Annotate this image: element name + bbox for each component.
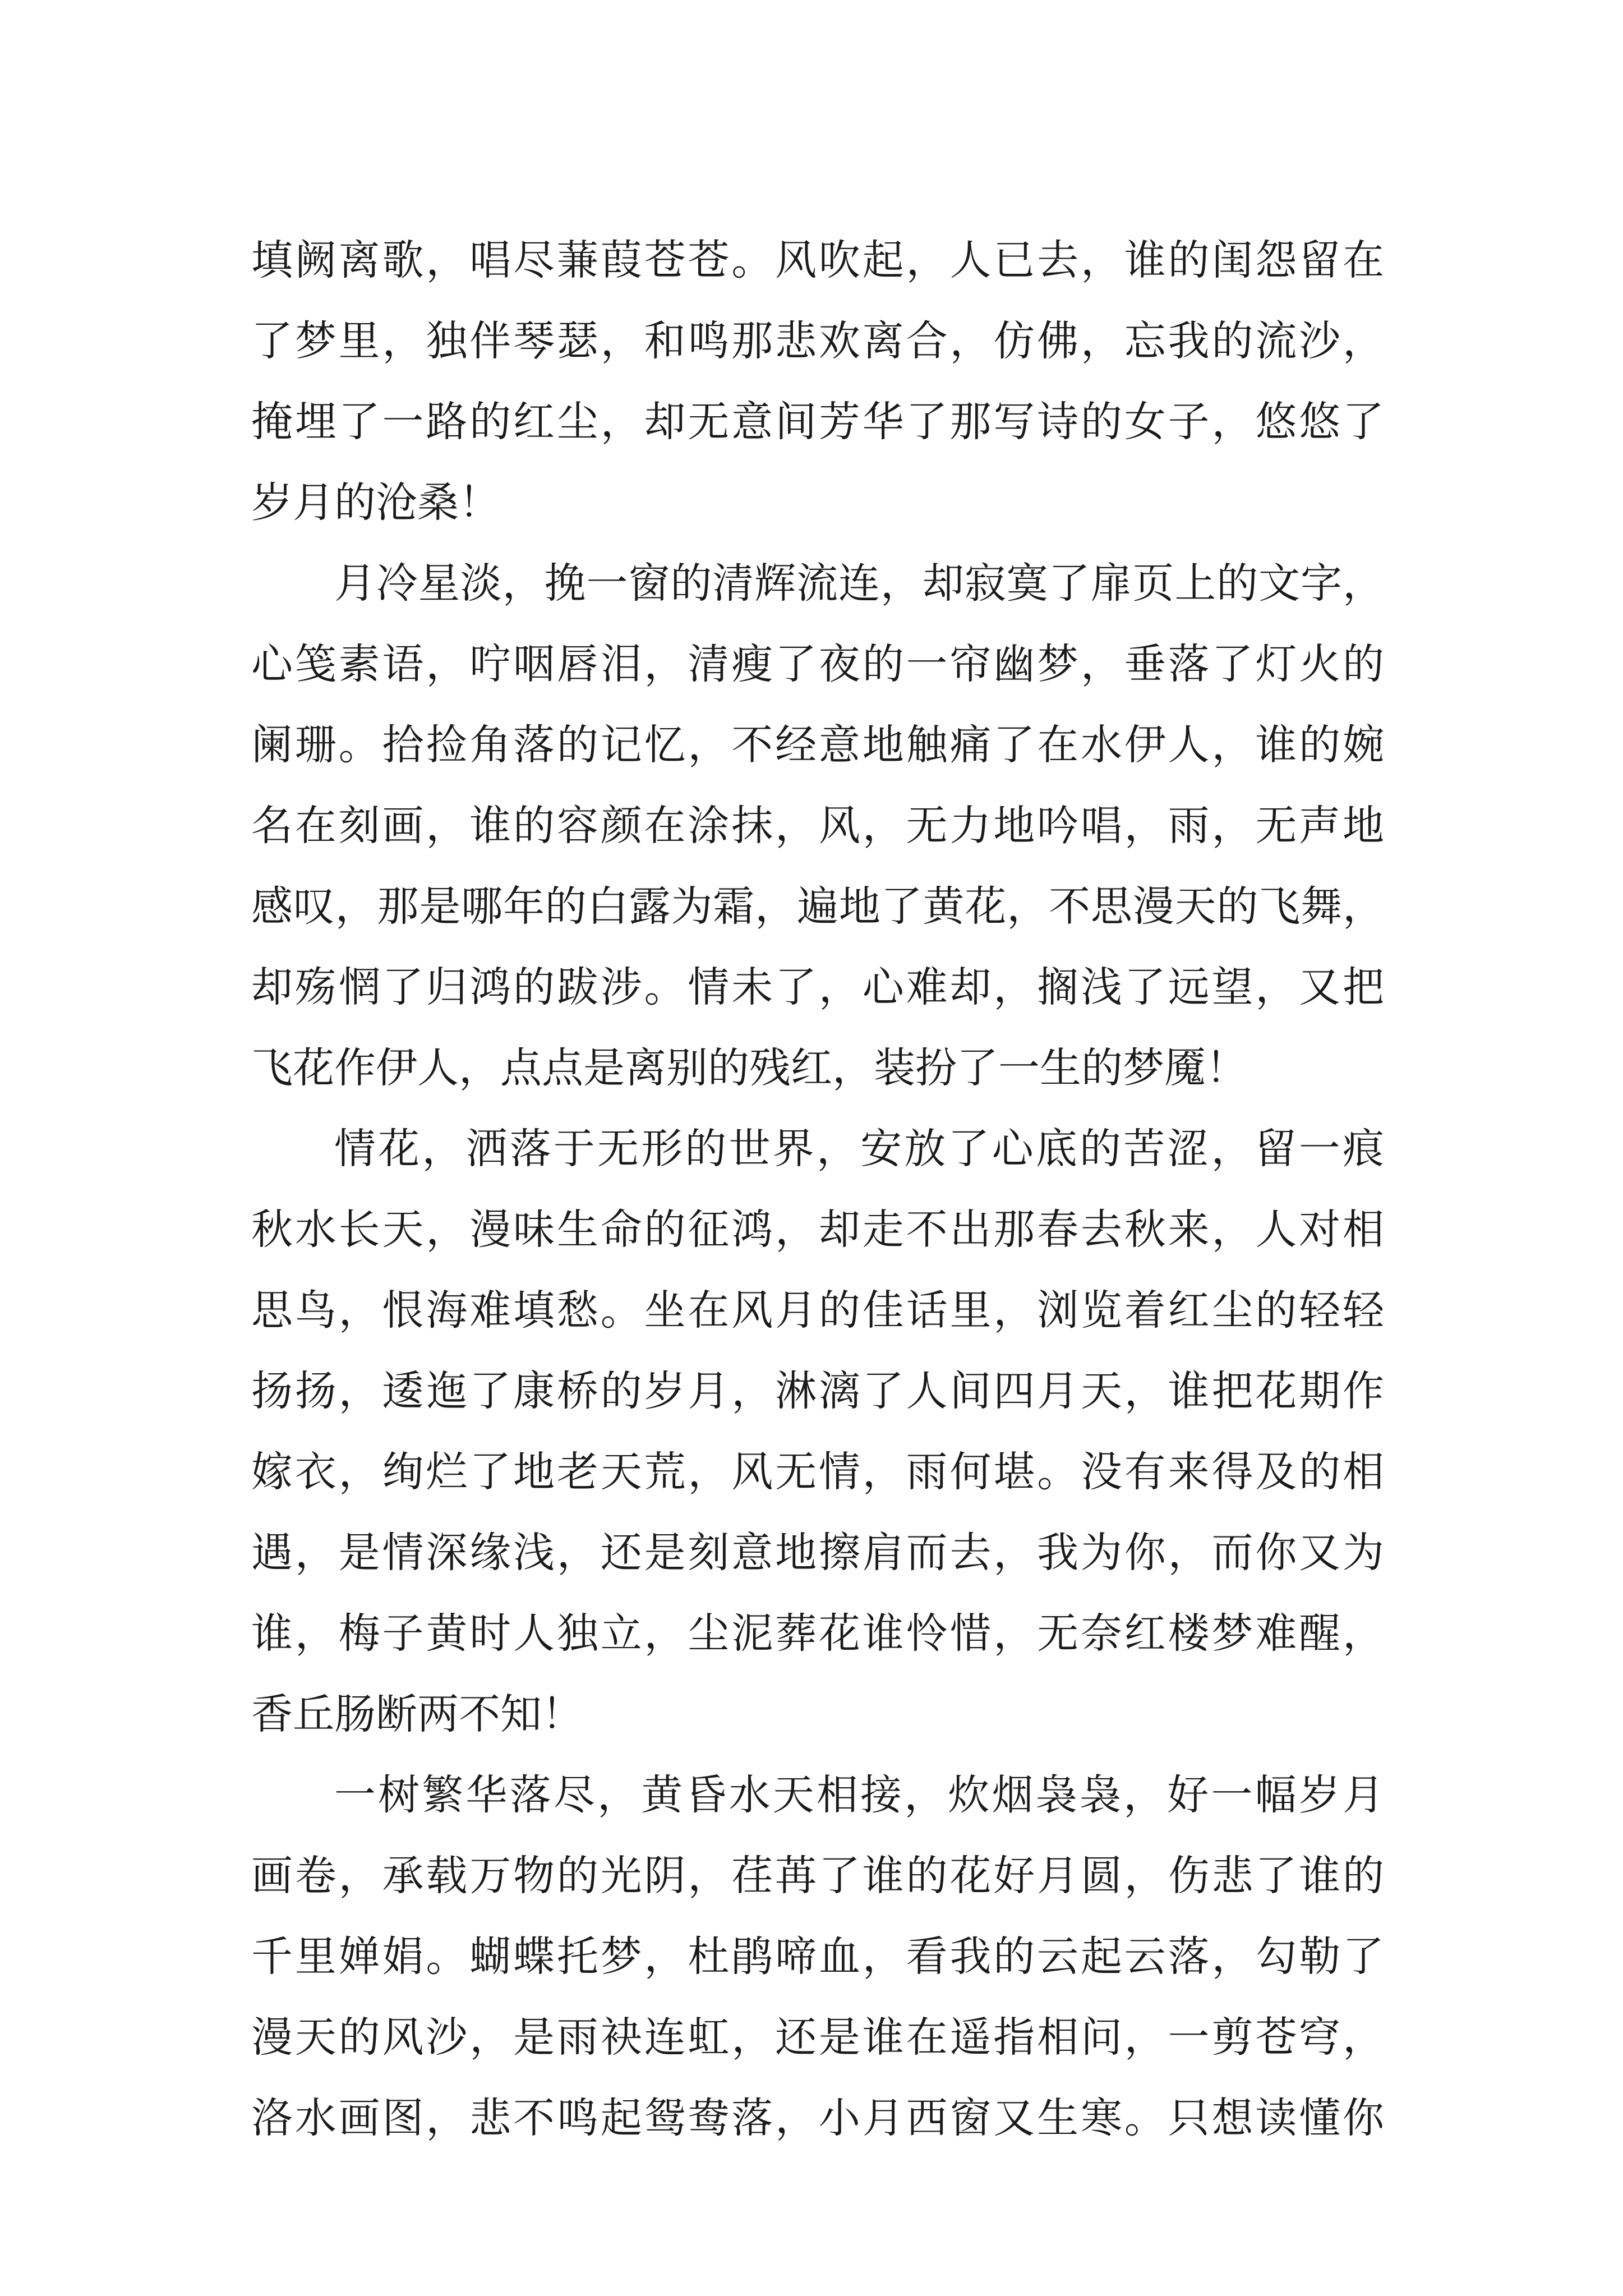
text-line: 漫天的风沙，是雨袂连虹，还是谁在遥指相问，一剪苍穹， [251,2013,1384,2062]
paragraph [251,1755,1384,2159]
text-line: 却殇惘了归鸿的跋涉。情未了，心难却，搁浅了远望，又把 [251,963,1384,1011]
text-line: 填阙离歌，唱尽蒹葭苍苍。风吹起，人已去，谁的闺怨留在 [251,236,1384,284]
text-line: 月冷星淡，挽一窗的清辉流连，却寂寞了扉页上的文字， [334,559,1384,608]
paragraph [251,220,1384,543]
text-line: 了梦里，独伴琴瑟，和鸣那悲欢离合，仿佛，忘我的流沙， [251,317,1384,365]
text-line: 秋水长天，漫味生命的征鸿，却走不出那春去秋来，人对相 [251,1205,1384,1254]
paragraph [251,543,1384,1108]
text-line: 嫁衣，绚烂了地老天荒，风无情，雨何堪。没有来得及的相 [251,1448,1384,1496]
text-line: 情花，洒落于无形的世界，安放了心底的苦涩，留一痕 [334,1125,1384,1173]
document-body [251,220,1384,2159]
text-line: 感叹，那是哪年的白露为霜，遍地了黄花，不思漫天的飞舞， [251,882,1384,931]
text-line: 画卷，承载万物的光阴，荏苒了谁的花好月圆，伤悲了谁的 [251,1852,1384,1900]
text-line: 阑珊。拾捡角落的记忆，不经意地触痛了在水伊人，谁的婉 [251,721,1384,769]
paragraph [251,1108,1384,1755]
text-line: 飞花作伊人，点点是离别的残红，装扮了一生的梦魇！ [251,1044,1247,1092]
text-line: 心笺素语，咛咽唇泪，清瘦了夜的一帘幽梦，垂落了灯火的 [251,640,1384,688]
text-line: 掩埋了一路的红尘，却无意间芳华了那写诗的女子，悠悠了 [251,398,1384,446]
text-line: 思鸟，恨海难填愁。坐在风月的佳话里，浏览着红尘的轻轻 [251,1286,1384,1335]
text-line: 千里婵娟。蝴蝶托梦，杜鹃啼血，看我的云起云落，勾勒了 [251,1932,1384,1981]
text-line: 谁，梅子黄时人独立，尘泥葬花谁怜惜，无奈红楼梦难醒， [251,1609,1384,1658]
text-line: 一树繁华落尽，黄昏水天相接，炊烟袅袅，好一幅岁月 [334,1771,1384,1819]
text-line: 扬扬，逶迤了康桥的岁月，淋漓了人间四月天，谁把花期作 [251,1367,1384,1415]
text-line: 香丘肠断两不知！ [251,1690,583,1738]
text-line: 名在刻画，谁的容颜在涂抹，风，无力地吟唱，雨，无声地 [251,802,1384,850]
text-line: 洛水画图，悲不鸣起鸳鸯落，小月西窗又生寒。只想读懂你 [251,2094,1384,2142]
text-line: 岁月的沧桑！ [251,478,500,527]
text-line: 遇，是情深缘浅，还是刻意地擦肩而去，我为你，而你又为 [251,1529,1384,1577]
